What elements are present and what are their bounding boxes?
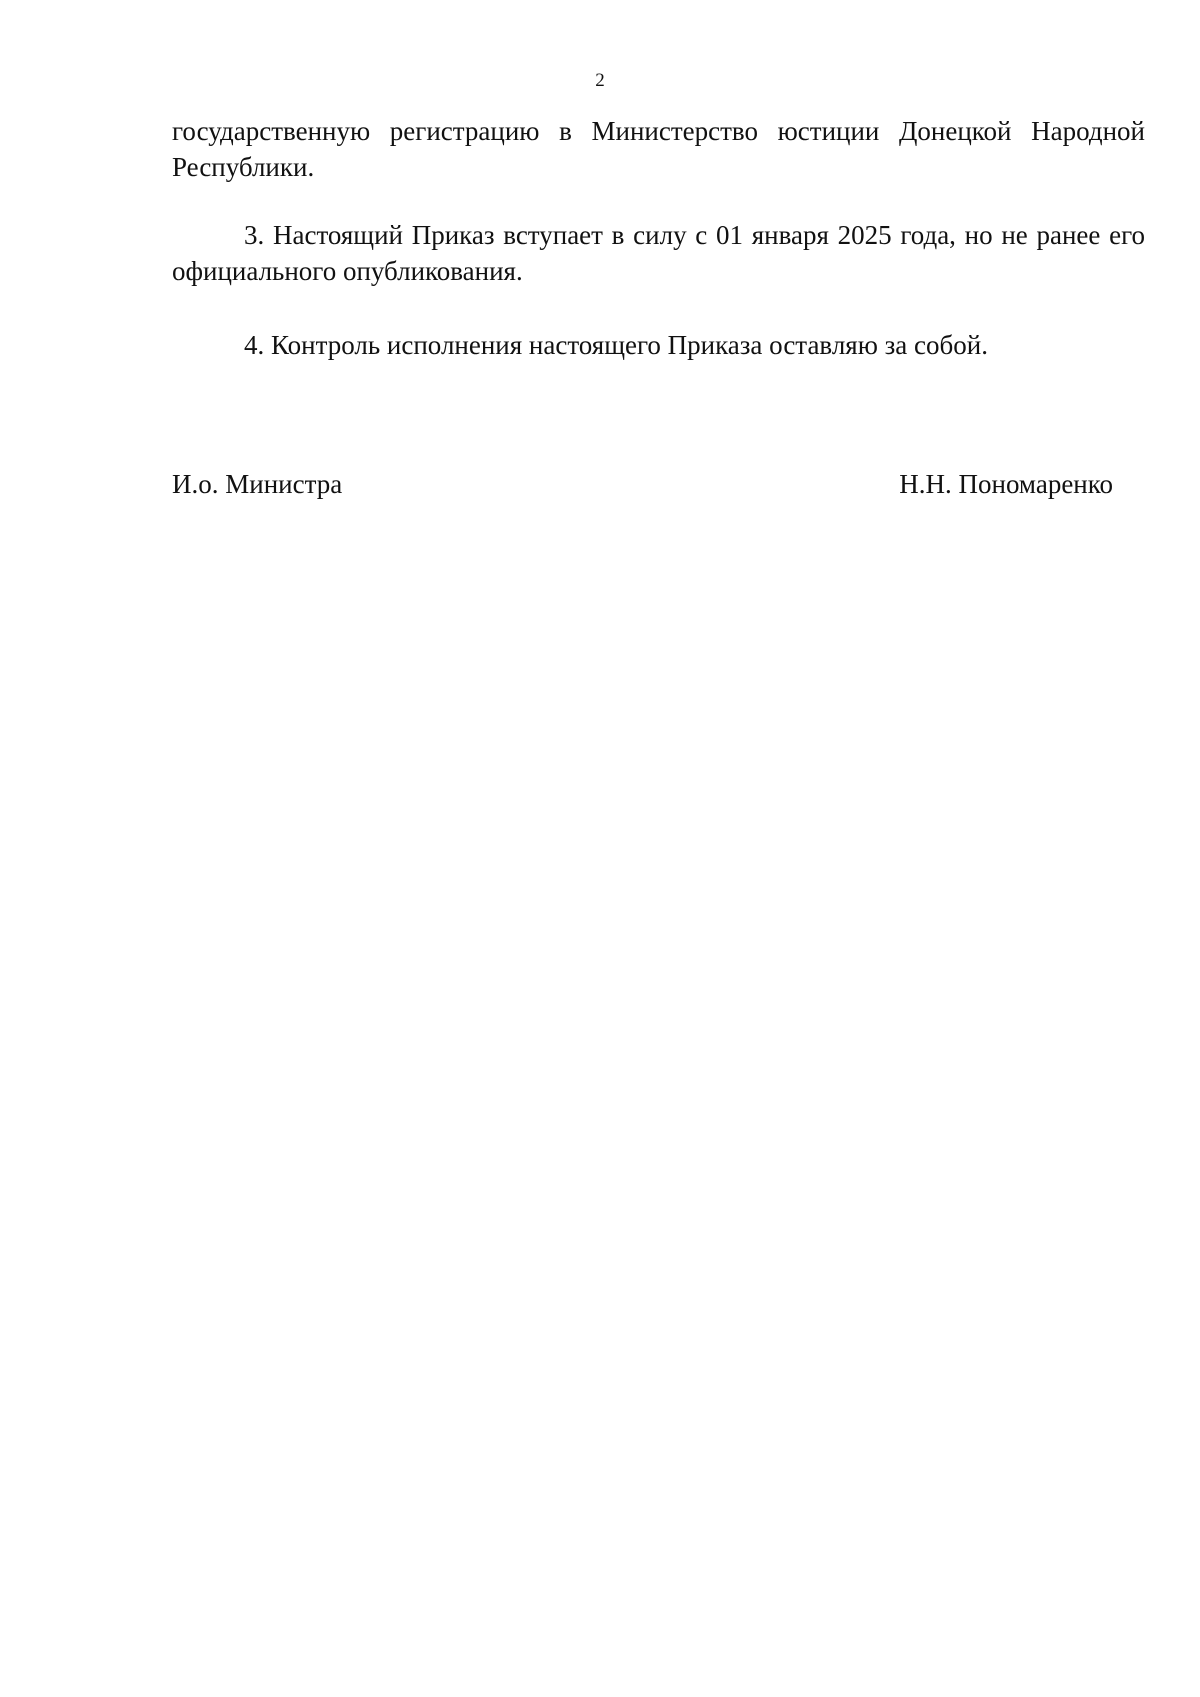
paragraph-item-3: 3. Настоящий Приказ вступает в силу с 01 января 2025 года, но не ранее его официального опубликования.	[172, 220, 1145, 286]
signatory-name: Н.Н. Пономаренко	[899, 469, 1113, 499]
paragraph-continuation: государственную регистрацию в Министерство юстиции Донецкой Народной Республики.	[172, 116, 1145, 182]
signatory-position: И.о. Министра	[172, 469, 343, 499]
signature-block	[172, 466, 1113, 502]
paragraph-item-4: 4. Контроль исполнения настоящего Приказа оставляю за собой.	[244, 330, 988, 360]
page-number: 2	[595, 70, 605, 91]
